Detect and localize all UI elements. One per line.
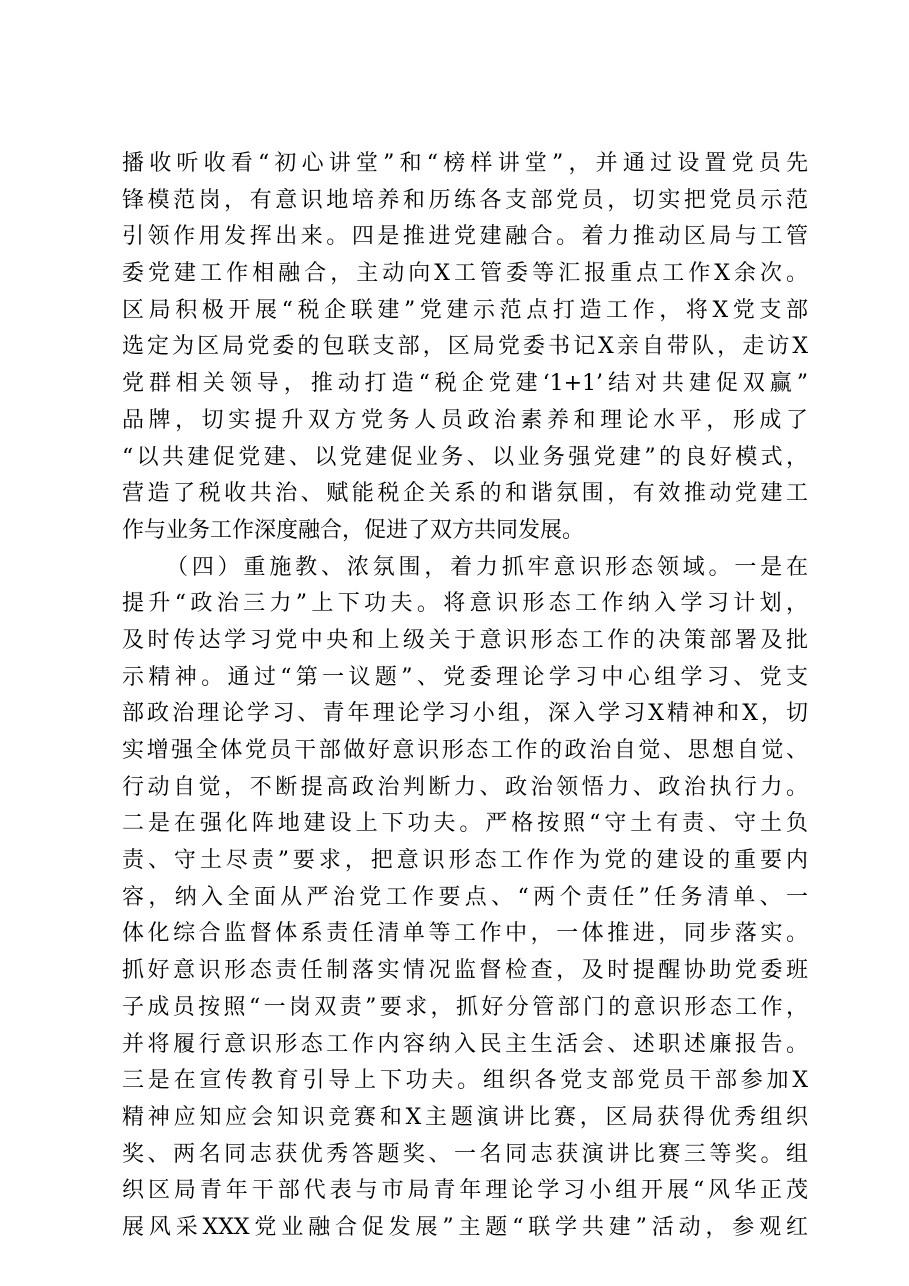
- text-line-6: 选定为区局党委的包联支部，区局党委书记X亲自带队，走访X: [122, 334, 808, 360]
- text-line-25: 并将履行意识形态工作内容纳入民主生活会、述职述廉报告。: [122, 1031, 808, 1057]
- text-line-13: 提升“政治三力”上下功夫。将意识形态工作纳入学习计划，: [122, 591, 808, 617]
- text-line-15: 示精神。通过“第一议题”、党委理论学习中心组学习、党支: [122, 664, 808, 690]
- text-line-17: 实增强全体党员干部做好意识形态工作的政治自觉、思想自觉、: [122, 738, 808, 763]
- text-line-23: 抓好意识形态责任制落实情况监督检查，及时提醒协助党委班: [122, 958, 808, 984]
- text-line-30: 展风采XXX党业融合促发展”主题“联学共建”活动，参观红: [122, 1214, 808, 1240]
- text-line-22: 体化综合监督体系责任清单等工作中，一体推进，同步落实。: [122, 921, 808, 947]
- text-line-4: 委党建工作相融合，主动向X工管委等汇报重点工作X余次。: [122, 261, 808, 287]
- text-line-14: 及时传达学习党中央和上级关于意识形态工作的决策部署及批: [122, 627, 808, 653]
- text-line-7: 党群相关领导，推动打造“税企党建‘1+1’结对共建促双赢”: [122, 371, 808, 397]
- document-page: [122, 146, 808, 1247]
- text-line-27: 精神应知应会知识竞赛和X主题演讲比赛，区局获得优秀组织: [122, 1104, 808, 1130]
- text-line-19: 二是在强化阵地建设上下功夫。严格按照“守土有责、守土负: [122, 811, 808, 837]
- text-line-1: 播收听收看“初心讲堂”和“榜样讲堂”，并通过设置党员先: [122, 151, 808, 176]
- text-line-18: 行动自觉，不断提高政治判断力、政治领悟力、政治执行力。: [122, 774, 808, 800]
- text-line-28: 奖、两名同志获优秀答题奖、一名同志获演讲比赛三等奖。组: [122, 1141, 808, 1167]
- text-line-5: 区局积极开展“税企联建”党建示范点打造工作，将X党支部: [122, 297, 808, 323]
- text-line-11: 作与业务工作深度融合，促进了双方共同发展。: [122, 517, 585, 543]
- text-line-9: “以共建促党建、以党建促业务、以业务强党建”的良好模式，: [122, 444, 808, 470]
- text-line-10: 营造了税收共治、赋能税企关系的和谐氛围，有效推动党建工: [122, 481, 808, 507]
- text-line-29: 织区局青年干部代表与市局青年理论学习小组开展“风华正茂: [122, 1178, 808, 1204]
- text-line-24: 子成员按照“一岗双责”要求，抓好分管部门的意识形态工作，: [122, 994, 808, 1020]
- text-line-21: 容，纳入全面从严治党工作要点、“两个责任”任务清单、一: [122, 884, 808, 910]
- text-line-3: 引领作用发挥出来。四是推进党建融合。着力推动区局与工管: [122, 224, 808, 250]
- section-heading-line: （四）重施教、浓氛围，着力抓牢意识形态领域。一是在: [166, 554, 808, 580]
- text-line-26: 三是在宣传教育引导上下功夫。组织各党支部党员干部参加X: [122, 1068, 808, 1094]
- text-line-20: 责、守土尽责”要求，把意识形态工作作为党的建设的重要内: [122, 848, 808, 874]
- text-line-2: 锋模范岗，有意识地培养和历练各支部党员，切实把党员示范: [122, 187, 808, 213]
- text-line-8: 品牌，切实提升双方党务人员政治素养和理论水平，形成了: [122, 407, 808, 433]
- text-line-16: 部政治理论学习、青年理论学习小组，深入学习X精神和X，切: [122, 701, 808, 727]
